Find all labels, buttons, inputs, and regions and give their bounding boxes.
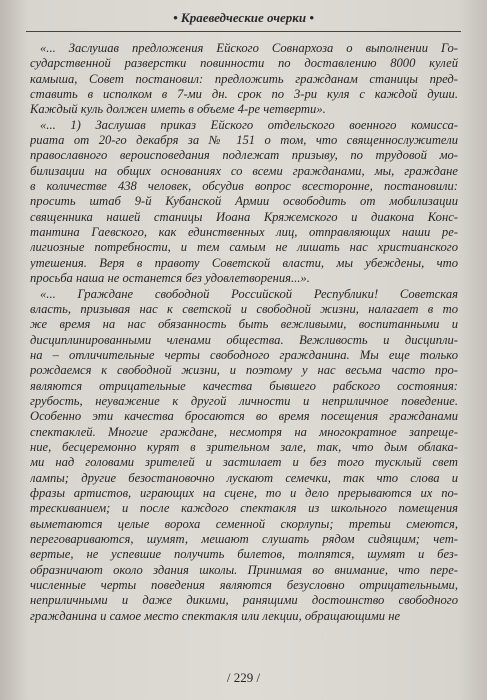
text-line: камыша, Совет постановил: предложить гражданам станицы пред- — [30, 71, 458, 86]
paragraph — [30, 41, 458, 118]
text-line: лигиозные потребности, и тем самым не лишать нас христианского — [30, 240, 458, 255]
text-line: ние, бесцеремонно курят в зрительном зале, так, что дым облака- — [30, 439, 458, 454]
text-line: «... Граждане свободной Российской Республики! Советская — [40, 286, 458, 301]
text-line: риата от 20-го декабря за № 151 о том, что священнослужители — [30, 133, 458, 148]
text-line: Особенно эти качества бросаются во время посещения гражданами — [30, 409, 458, 424]
text-line: вертые, не успевшие получить билетов, толпятся, шумят и без- — [30, 547, 458, 562]
text-line: рождаемся к свободной жизни, и поэтому у нас весьма часто про- — [30, 363, 458, 378]
header-rule — [26, 31, 461, 32]
text-line: власть, призывая нас к светской и свободной жизни, налагает в то — [30, 301, 458, 316]
text-line: фразы артистов, играющих на сцене, то и дело прерываются их по- — [30, 485, 458, 500]
text-line: ми над головами зрителей и застилает и без того тусклый свет — [30, 455, 458, 470]
text-line: гражданина и самое место спектакля или лекции, обращающими не — [30, 608, 401, 623]
text-line: на – отличительные черты свободного гражданина. Мы еще только — [30, 347, 458, 362]
text-line: утешения. Веря в правоту Советской власти, мы убеждены, что — [30, 255, 458, 270]
text-line: православного вероисповедания подлежат призыву, по трудовой мо- — [30, 148, 458, 163]
text-line: ставить в исполком в 7-ми дн. срок по 3-ри куля с каждой души. — [30, 87, 458, 102]
running-header: • Краеведческие очерки • — [173, 10, 314, 25]
text-line: в количестве 438 человек, обсудив вопрос всесторонне, постановили: — [30, 179, 458, 194]
text-line: сударственной разверстки повинности по доставлению 8000 кулей — [30, 56, 458, 71]
text-line: численные черты поведения являются безусловно отрицательными, — [30, 578, 458, 593]
text-line: же время на нас обязанность быть вежливыми, воспитанными и — [30, 317, 458, 332]
page-number: / 229 / — [226, 670, 261, 685]
text-line: выметаются целые вороха семенной скорлупы; третьи смеются, — [30, 516, 458, 531]
text-line: священника нашей станицы Иоана Кряжемского и диакона Конс- — [30, 209, 458, 224]
text-line: переговариваются, шумят, мешают слушать рядом сидящим; чет- — [30, 532, 458, 546]
text-line: «... 1) Заслушав приказ Ейского отдельского военного комисса- — [40, 117, 458, 132]
text-line: грубость, неуважение к другой личности и неприличное поведение. — [30, 393, 458, 408]
text-line: просьба наша не останется без удовлетворения...». — [30, 271, 310, 286]
text-line: спектаклей. Многие граждане, несмотря на многократное запреще- — [30, 424, 458, 439]
text-line: дисциплинированными членами общества. Вежливость и дисципли- — [30, 332, 458, 347]
text-line: неприличными и даже дикими, ранящими достоинство свободного — [30, 593, 458, 608]
body-text — [30, 41, 458, 624]
text-line: билизации на общих основаниях со всеми гражданами, мы, граждане — [30, 163, 458, 178]
paragraph — [30, 287, 458, 625]
text-line: образничают около здания школы. Принимая во внимание, что пере- — [30, 562, 458, 577]
text-line: лампы; другие безостановочно лускают семечки, так что слова и — [30, 470, 458, 485]
text-line: «... Заслушав предложения Ейского Совнархоза о выполнении Го- — [40, 41, 458, 55]
text-line: являются отрицательные качества бывшего рабского состояния: — [30, 378, 458, 393]
text-line: трескиванием; и после каждого спектакля из школьного помещения — [30, 501, 458, 516]
text-line: тантина Гаевского, как единственных лиц, отправляющих наши ре- — [30, 225, 458, 240]
paragraph — [30, 118, 458, 287]
text-line: Каждый куль должен иметь в объеме 4-ре четверти». — [30, 102, 326, 117]
text-line: просить штаб 9-й Кубанской Армии освободить от мобилизации — [30, 194, 458, 209]
